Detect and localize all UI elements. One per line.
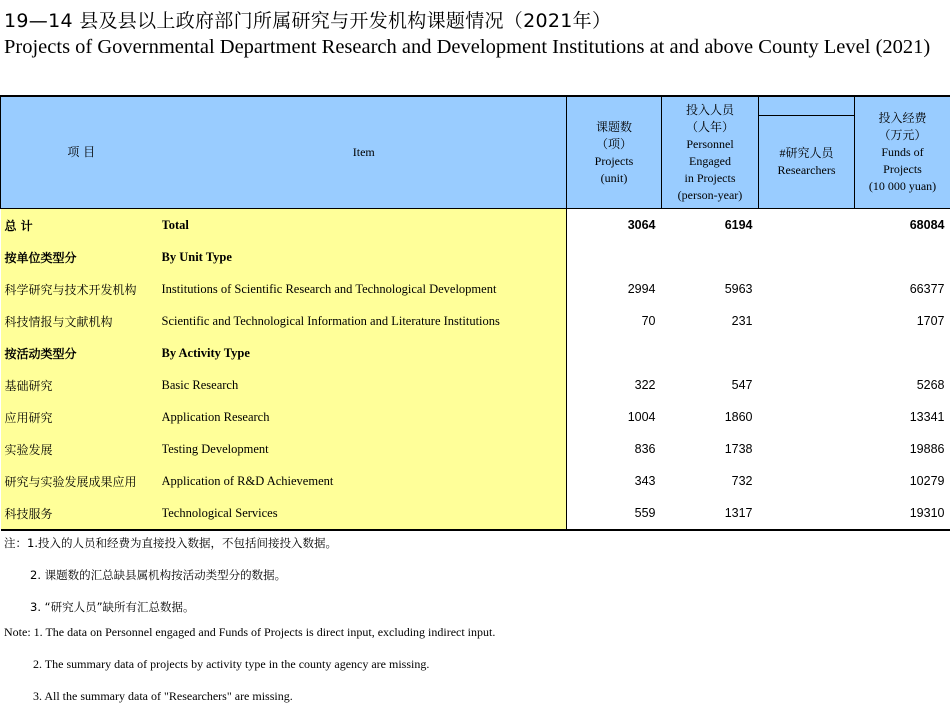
cell-funds: 13341	[909, 410, 945, 424]
cell-researchers	[759, 369, 855, 401]
row-label-cn: 总 计	[1, 209, 162, 242]
table-row	[1, 369, 950, 401]
cell-funds: 5268	[916, 378, 945, 392]
table-row	[1, 401, 950, 433]
note-cn-2: 2. 课题数的汇总缺县属机构按活动类型分的数据。	[30, 568, 287, 582]
row-label-en: By Activity Type	[162, 337, 567, 369]
cell-funds: 19310	[855, 497, 950, 530]
cell-researchers	[759, 497, 855, 530]
table-row	[1, 433, 950, 465]
cell-personnel: 1317	[662, 497, 759, 530]
table-row	[1, 305, 950, 337]
row-label-en: Basic Research	[162, 369, 567, 401]
header-personnel: 投入人员 （人年） Personnel Engaged in Projects (person-year)	[662, 96, 759, 209]
page-title-en: Projects of Governmental Department Research and Development Institutions at and above County Level (2021)	[4, 36, 931, 58]
row-label-cn: 按活动类型分	[1, 337, 162, 369]
table-row	[1, 337, 950, 369]
cell-funds	[855, 241, 950, 273]
cell-projects: 322	[634, 378, 656, 392]
row-label-en: Application of R&D Achievement	[162, 465, 567, 497]
cell-personnel: 732	[731, 474, 753, 488]
cell-funds	[855, 337, 950, 369]
note-en-2: 2. The summary data of projects by activity type in the county agency are missing.	[33, 657, 430, 671]
page-title-cn: 19—14 县及县以上政府部门所属研究与开发机构课题情况（2021年）	[4, 10, 612, 32]
cell-researchers	[759, 433, 855, 465]
cell-researchers	[759, 305, 855, 337]
table-row	[1, 209, 950, 242]
cell-personnel	[662, 337, 759, 369]
note-cn-1: 注：1.投入的人员和经费为直接投入数据，不包括间接投入数据。	[4, 536, 337, 550]
row-label-en: Total	[162, 209, 567, 242]
cell-projects: 343	[634, 474, 656, 488]
cell-researchers	[759, 241, 855, 273]
table-row	[1, 241, 950, 273]
row-label-en: Testing Development	[162, 433, 567, 465]
cell-projects	[567, 241, 662, 273]
cell-personnel	[662, 241, 759, 273]
cell-researchers	[759, 273, 855, 305]
row-label-cn: 科学研究与技术开发机构	[1, 273, 162, 305]
cell-researchers	[759, 209, 855, 242]
row-label-en: Scientific and Technological Information and Literature Institutions	[162, 305, 567, 337]
row-label-cn: 按单位类型分	[1, 241, 162, 273]
data-table	[0, 95, 950, 531]
row-label-en: By Unit Type	[162, 241, 567, 273]
cell-personnel: 5963	[724, 282, 753, 296]
cell-personnel: 231	[731, 314, 753, 328]
row-label-cn: 科技服务	[1, 497, 162, 530]
cell-researchers	[759, 337, 855, 369]
row-label-cn: 实验发展	[1, 433, 162, 465]
note-cn-3: 3. “研究人员”缺所有汇总数据。	[30, 600, 195, 614]
cell-projects: 2994	[627, 282, 656, 296]
cell-personnel: 1860	[724, 410, 753, 424]
cell-personnel: 1738	[724, 442, 753, 456]
header-item-en: Item	[162, 96, 567, 209]
cell-funds: 66377	[909, 282, 945, 296]
row-label-cn: 应用研究	[1, 401, 162, 433]
cell-projects: 3064	[627, 218, 656, 232]
row-label-cn: 研究与实验发展成果应用	[1, 465, 162, 497]
note-en-1: Note: 1. The data on Personnel engaged and Funds of Projects is direct input, excluding indirect input.	[4, 625, 496, 639]
cell-projects: 1004	[627, 410, 656, 424]
header-funds: 投入经费 （万元） Funds of Projects (10 000 yuan)	[855, 96, 950, 209]
header-item-cn: 项 目	[1, 96, 162, 209]
note-en-3: 3. All the summary data of "Researchers" are missing.	[33, 689, 293, 703]
cell-researchers	[759, 465, 855, 497]
cell-researchers	[759, 401, 855, 433]
table-row	[1, 497, 950, 530]
cell-funds: 68084	[909, 218, 945, 232]
cell-personnel: 6194	[724, 218, 753, 232]
row-label-en: Institutions of Scientific Research and Technological Development	[162, 273, 567, 305]
cell-funds: 1707	[916, 314, 945, 328]
cell-personnel: 547	[731, 378, 753, 392]
table-row	[1, 273, 950, 305]
cell-funds: 10279	[909, 474, 945, 488]
header-researchers: #研究人员 Researchers	[759, 116, 855, 209]
cell-projects	[567, 337, 662, 369]
row-label-cn: 科技情报与文献机构	[1, 305, 162, 337]
header-projects: 课题数 （项） Projects (unit)	[567, 96, 662, 209]
header-researchers-spacer	[759, 96, 855, 116]
cell-projects: 559	[567, 497, 662, 530]
row-label-cn: 基础研究	[1, 369, 162, 401]
cell-funds: 19886	[909, 442, 945, 456]
table-row	[1, 465, 950, 497]
cell-projects: 836	[634, 442, 656, 456]
row-label-en: Application Research	[162, 401, 567, 433]
row-label-en: Technological Services	[162, 497, 567, 530]
cell-projects: 70	[641, 314, 656, 328]
